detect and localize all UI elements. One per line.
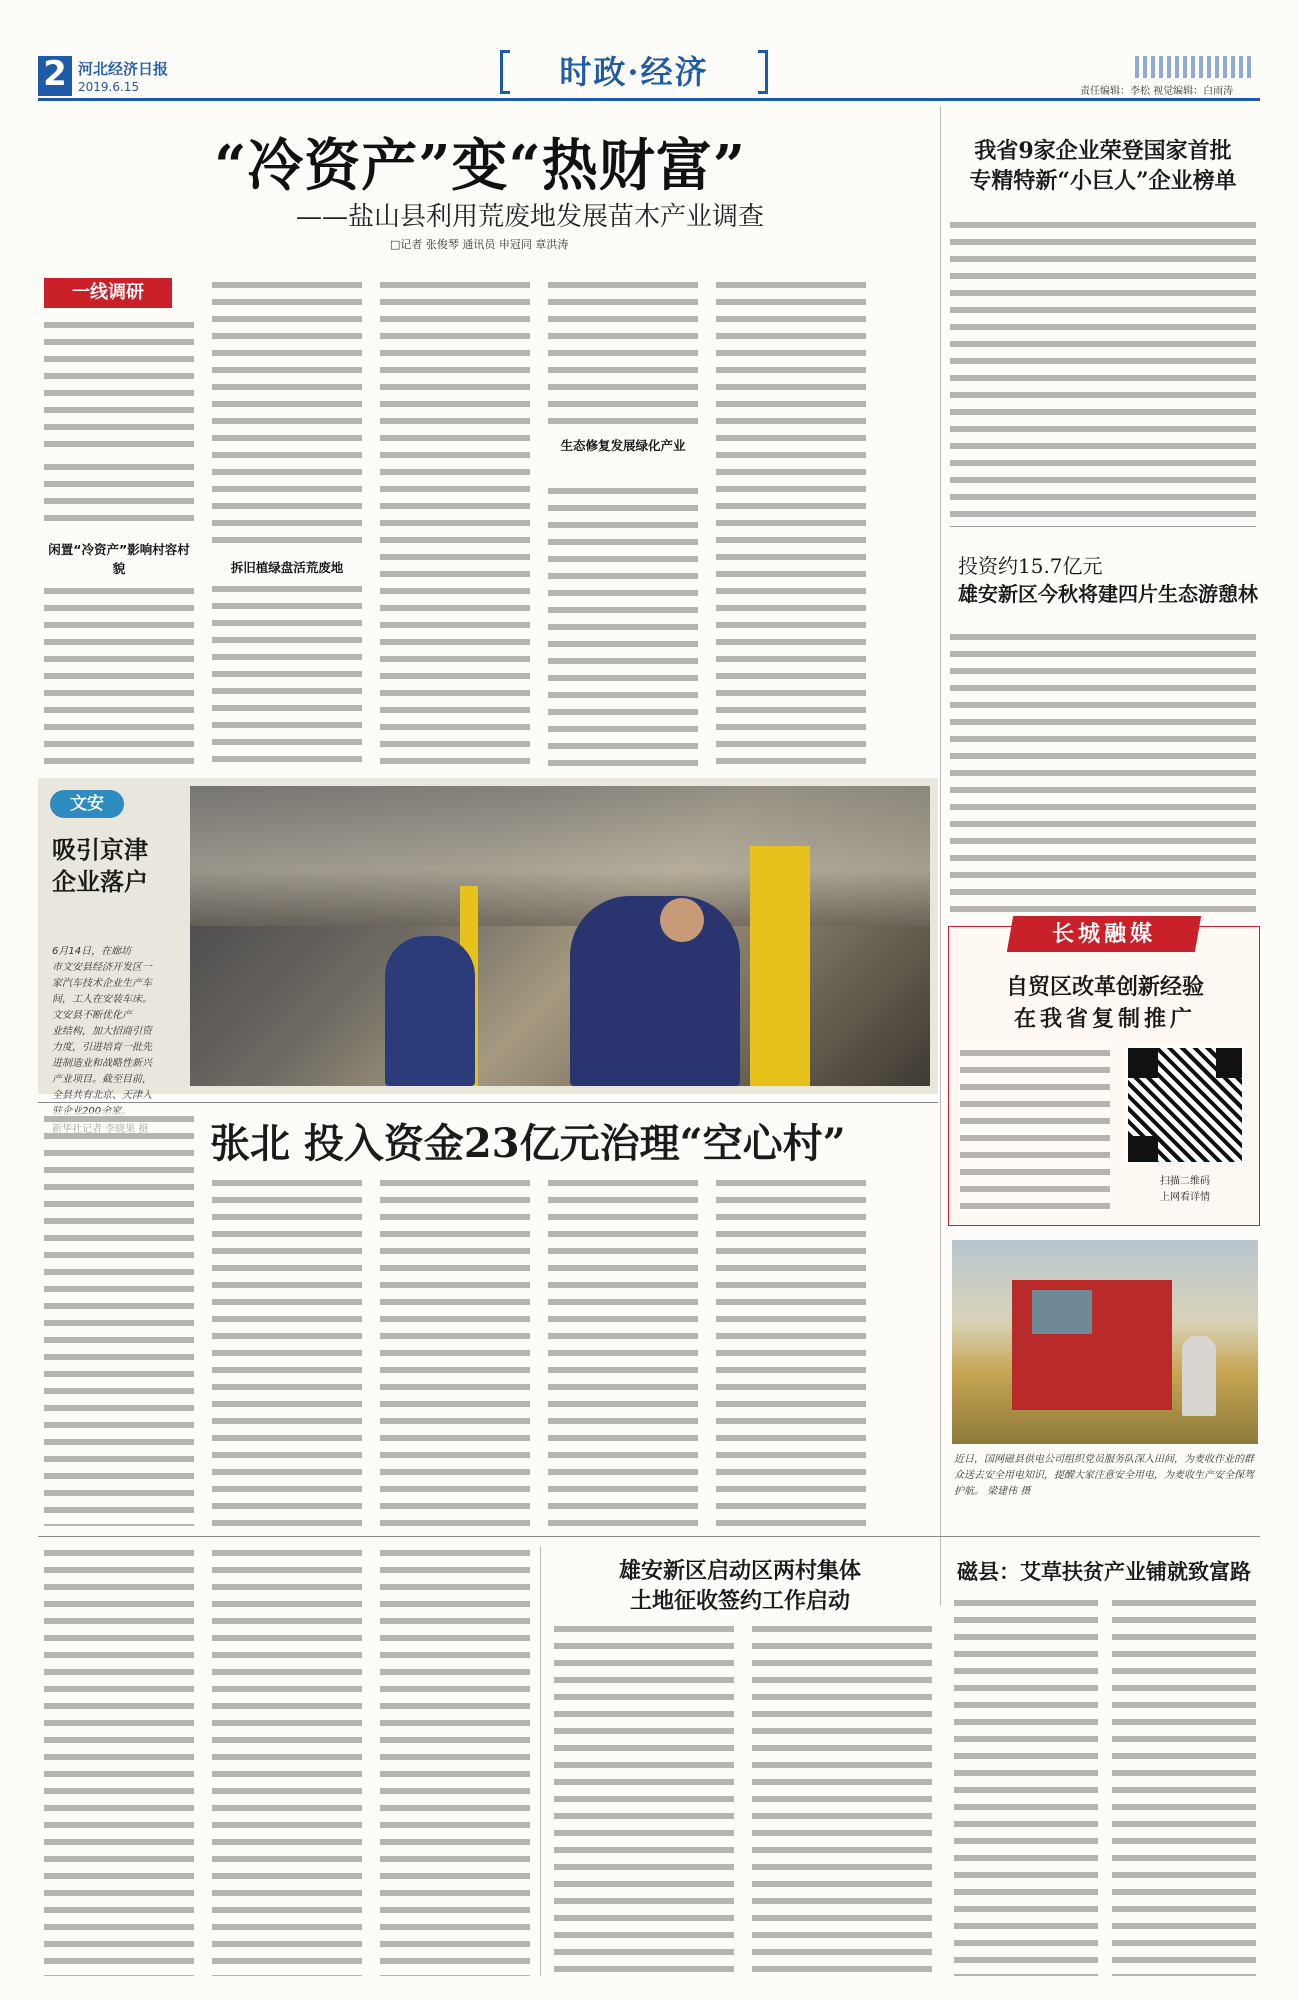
zhangbei-title: 张北 投入资金23亿元治理“空心村” — [210, 1120, 846, 1167]
bottom-col2 — [212, 1546, 362, 1976]
issue-date: 2019.6.15 — [78, 80, 140, 94]
great-wall-banner: 长城融媒 — [1051, 921, 1156, 947]
xiongan-title-line2: 土地征收签约工作启动 — [629, 1588, 850, 1614]
zhangbei-col1 — [44, 1112, 194, 1526]
lead-col4-para2 — [548, 484, 698, 768]
section-bracket-left — [500, 50, 510, 94]
photo-person — [1182, 1336, 1216, 1416]
lead-col4-para1 — [548, 278, 698, 428]
bottom-top-rule — [38, 1536, 1260, 1537]
caption-line: 力度，引进培育一批先 — [52, 1042, 152, 1053]
zhangbei-top-rule — [38, 1102, 938, 1103]
photo-worker-right-head — [660, 898, 704, 942]
photo-headline-line2: 企业落户 — [52, 867, 148, 896]
photo-worker-right — [570, 896, 740, 1086]
lead-subhead-2: 拆旧植绿盘活荒废地 — [230, 560, 344, 575]
great-wall-title-line1: 自贸区改革创新经验 — [1005, 974, 1204, 1000]
photo-machinery — [190, 786, 930, 926]
qr-caption-line2: 上网看详情 — [1160, 1192, 1210, 1203]
paper-name: 河北经济日报 — [78, 60, 169, 78]
right-article-1-title-line1: 我省9家企业荣登国家首批 — [974, 138, 1232, 164]
xiongan-left-rule — [540, 1546, 541, 1976]
caption-line: 间，工人在安装车床。 — [52, 994, 152, 1005]
lead-col1-para1 — [44, 318, 194, 454]
xiongan-col2 — [752, 1622, 932, 1976]
right-article-1-body — [950, 218, 1256, 520]
zhangbei-col5 — [716, 1176, 866, 1526]
lead-subhead-1: 闲置“冷资产”影响村容村貌 — [48, 542, 190, 576]
caption-line: 文安县不断优化产 — [52, 1010, 132, 1021]
right-article-1-title-line2: 专精特新“小巨人”企业榜单 — [969, 168, 1237, 194]
caption-line: 业结构，加大招商引资 — [52, 1026, 152, 1037]
bottom-col1 — [44, 1546, 194, 1976]
tag-text: 一线调研 — [72, 282, 144, 303]
caption-line: 家汽车技术企业生产车 — [52, 978, 152, 989]
caption-line: 6月14日，在廊坊 — [52, 946, 132, 957]
caption-line: 全县共有北京、天津入 — [52, 1090, 152, 1101]
lead-col1-para3 — [44, 584, 194, 768]
xiongan-col1 — [554, 1622, 734, 1976]
qr-caption-line1: 扫描二维码 — [1160, 1176, 1210, 1187]
harvest-photo-caption: 近日，国网磁县供电公司组织党员服务队深入田间，为麦收作业的群众送去安全用电知识，提醒大家注意安全用电，为麦收生产安全保驾护航。 梁建伟 摄 — [954, 1454, 1254, 1497]
section-title: 时政·经济 — [559, 53, 709, 91]
zhangbei-col2 — [212, 1176, 362, 1526]
lead-col2-para1 — [212, 278, 362, 550]
tag-wenan: 文安 — [70, 794, 104, 814]
page-number: 2 — [43, 54, 67, 94]
caption-line: 进制造业和战略性新兴 — [52, 1058, 152, 1069]
photo-worker-left — [385, 936, 475, 1086]
right-article-2-kicker: 投资约15.7亿元 — [958, 554, 1103, 578]
photo-harvester-window — [1032, 1290, 1092, 1334]
great-wall-title-line2: 在我省复制推广 — [1013, 1006, 1196, 1032]
lead-subtitle: ——盐山县利用荒废地发展苗木产业调查 — [295, 202, 764, 232]
lead-col2-para2 — [212, 582, 362, 768]
lead-byline: □记者 张俊琴 通讯员 申冠同 章洪涛 — [390, 238, 569, 251]
factory-photo — [190, 786, 930, 1086]
bottom-col3 — [380, 1546, 530, 1976]
qr-code[interactable] — [1126, 1046, 1244, 1164]
section-bracket-right — [758, 50, 768, 94]
right-article-2-title: 雄安新区今秋将建四片生态游憩林 — [958, 582, 1258, 606]
right-article-2-body — [950, 630, 1256, 916]
lead-subhead-3: 生态修复发展绿化产业 — [560, 438, 686, 453]
zhangbei-col4 — [548, 1176, 698, 1526]
cixian-col1 — [954, 1596, 1098, 1976]
great-wall-body — [960, 1046, 1110, 1216]
harvest-photo — [952, 1240, 1258, 1444]
cixian-title: 磁县：艾草扶贫产业铺就致富路 — [957, 1559, 1251, 1584]
photo-headline-line1: 吸引京津 — [52, 835, 148, 864]
xiongan-title-line1: 雄安新区启动区两村集体 — [618, 1558, 861, 1584]
photo-yellow-post-right — [750, 846, 810, 1086]
masthead — [0, 0, 1298, 100]
cixian-col2 — [1112, 1596, 1256, 1976]
zhangbei-col3 — [380, 1176, 530, 1526]
photo-caption — [52, 944, 182, 1138]
right-divider-1 — [950, 526, 1256, 527]
column-divider — [940, 106, 941, 1606]
caption-line: 产业项目。截至目前， — [52, 1074, 152, 1085]
masthead-pattern — [1135, 56, 1255, 78]
lead-col5-para1 — [716, 278, 866, 768]
editors-line: 责任编辑：李松 视觉编辑：白雨涛 — [1080, 86, 1234, 97]
lead-col3-para1 — [380, 278, 530, 768]
lead-col1-para2 — [44, 460, 194, 528]
masthead-rule — [38, 98, 1260, 101]
lead-title: “冷资产”变“热财富” — [214, 133, 746, 199]
caption-line: 市文安县经济开发区一 — [52, 962, 152, 973]
